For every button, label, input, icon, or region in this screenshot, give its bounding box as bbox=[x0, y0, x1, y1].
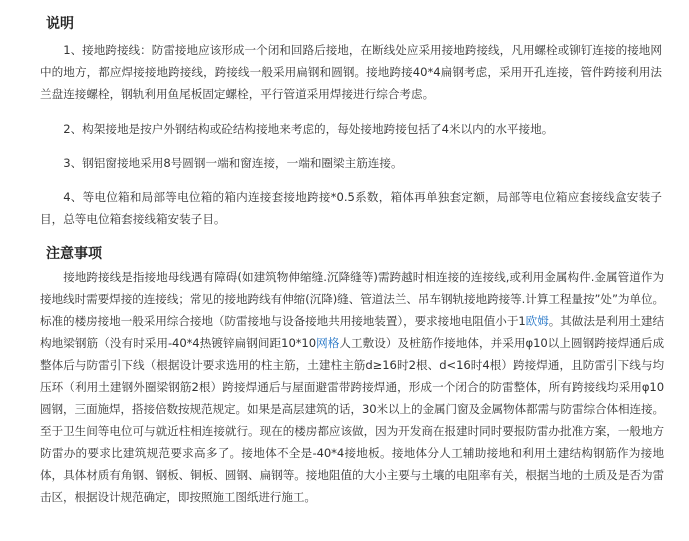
paragraph-1: 1、接地跨接线：防雷接地应该形成一个闭和回路后接地，在断线处应采用接地跨接线，凡用螺栓或铆钉连接的接地网中的地方，都应焊接接地跨接线，跨接线一般采用扁钢和圆钢。接地跨接40*4扁钢考虑，采用开孔连接，管件跨接利用法兰盘连接螺栓，钢轨利用鱼尾板固定螺栓，平行管道采用焊接进行综合考虑。 bbox=[40, 43, 662, 101]
notes-paragraph bbox=[40, 266, 664, 508]
section-title-notes: 注意事项 bbox=[46, 246, 102, 262]
paragraph-2: 2、构架接地是按户外钢结构或砼结构接地来考虑的，每处接地跨接包括了4米以内的水平接地。 bbox=[63, 122, 554, 136]
notes-text-a: 接地跨接线是指接地母线遇有障碍(如建筑物伸缩缝.沉降缝等)需跨越时相连接的连接线,或利用金属构件.金属管道作为接地线时需要焊接的连接线；常见的接地跨线有伸缩(沉降)缝、管道法兰、吊车钢轨接地跨接等.计算工程量按”处”为单位。标准的楼房接地一般采用综合接地（防雷接地与设备接地共用接地装置），要求接地电阻值小于1 bbox=[40, 270, 664, 328]
section-title-instructions: 说明 bbox=[46, 16, 74, 32]
notes-text-b: 。其做法是利用土建结构地梁钢筋（没有时采用-40*4热镀锌扁钢间距10*10 bbox=[40, 314, 664, 350]
grid-link[interactable]: 网格 bbox=[315, 336, 340, 350]
notes-text-c: 人工敷设）及桩筋作接地体，并采用φ10以上圆钢跨接焊通后成整体后与防雷引下线（根据设计要求选用的柱主筋，土建柱主筋d≥16时2根、d<16时4根）跨接焊通，且防雷引下线与均压环（利用土建钢外圈梁钢筋2根）跨接焊通后与屋面避雷带跨接焊通，形成一个闭合的防雷整体，所有跨接线均采用φ10圆钢，三面施焊，搭接倍数按规范规定。如果是高层建筑的话，30米以上的金属门窗及金属物体都需与防雷综合体相连接。至于卫生间等电位可与就近柱相连接就行。现在的楼房都应该做，因为开发商在报建时同时要报防雷办批准方案，一般地方防雷办的要求比建筑规范要求高多了。接地体不全是-40*4接地板。接地体分人工辅助接地和利用土建结构钢筋作为接地体，具体材质有角钢、钢板、铜板、圆钢、扁钢等。接地阻值的大小主要与土壤的电阻率有关，根据当地的土质及是否为雷击区，根据设计规范确定，即按照施工图纸进行施工。 bbox=[40, 336, 664, 504]
ohm-link[interactable]: 欧姆 bbox=[525, 314, 549, 328]
paragraph-3: 3、钢铝窗接地采用8号圆钢一端和窗连接，一端和圈梁主筋连接。 bbox=[63, 156, 403, 170]
paragraph-4: 4、等电位箱和局部等电位箱的箱内连接套接地跨接*0.5系数，箱体再单独套定额，局部等电位箱应套接线盒安装子目，总等电位箱套接线箱安装子目。 bbox=[40, 190, 662, 226]
